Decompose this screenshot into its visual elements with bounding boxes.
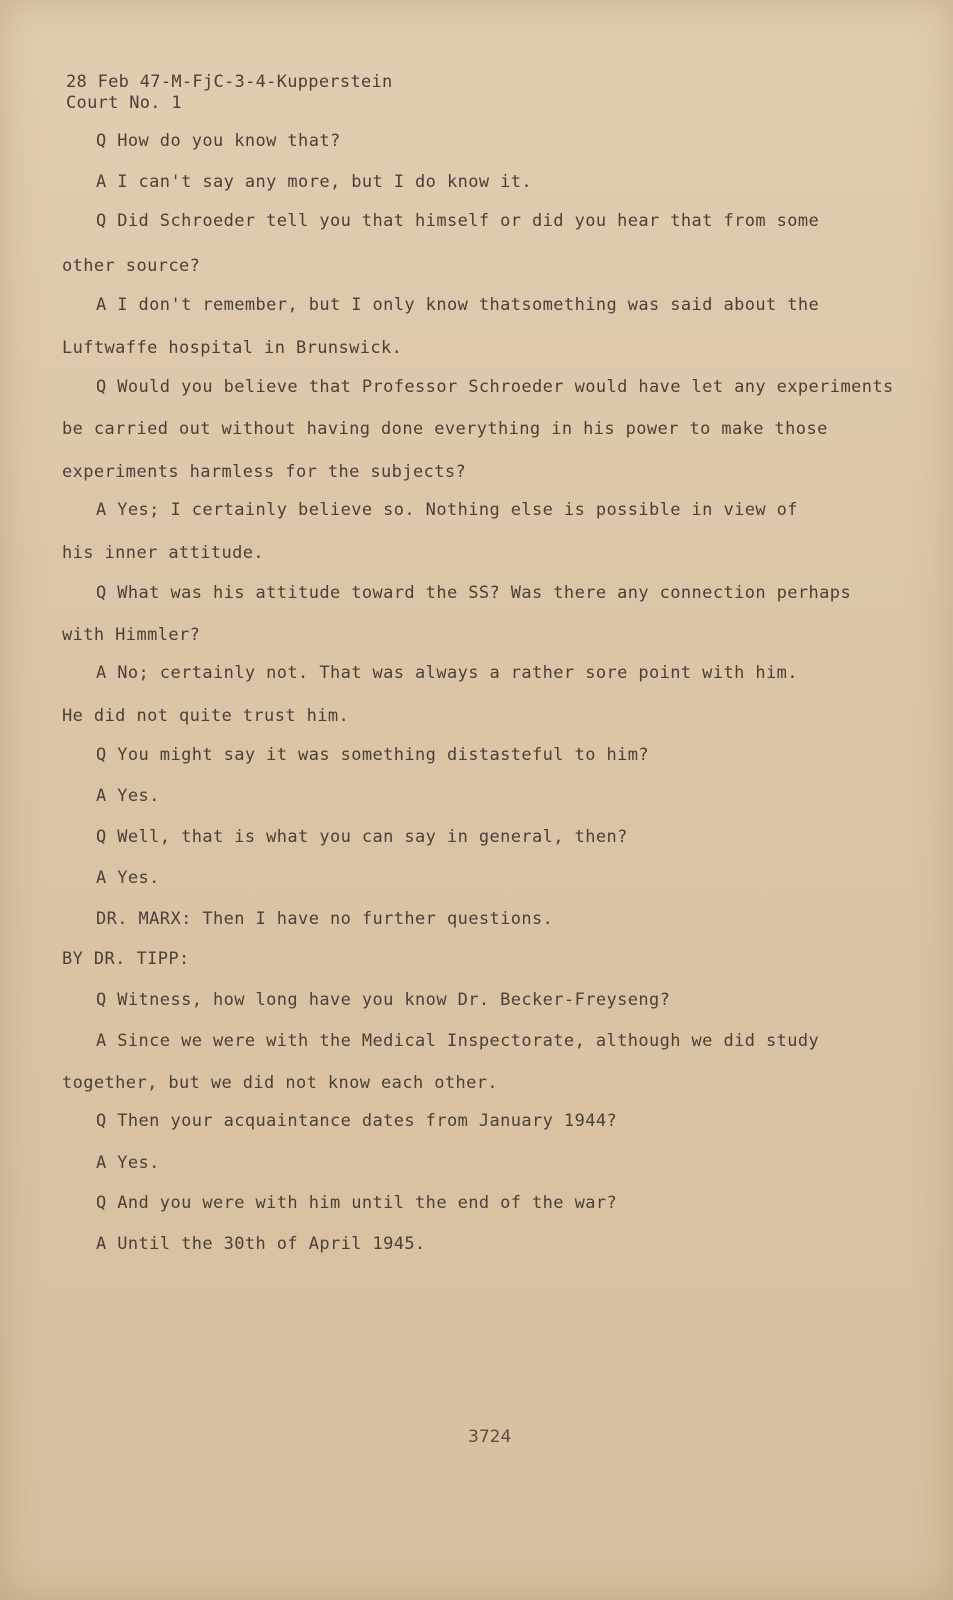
transcript-line: his inner attitude. [62, 543, 265, 563]
header-reference: 28 Feb 47-M-FjC-3-4-Kupperstein [66, 72, 393, 92]
transcript-line: A Yes. [96, 786, 160, 806]
transcript-line: A Until the 30th of April 1945. [96, 1234, 426, 1254]
transcript-line: with Himmler? [62, 625, 201, 645]
document-header [66, 72, 393, 114]
transcript-line: Q Then your acquaintance dates from January 1944? [96, 1111, 618, 1131]
transcript-line: together, but we did not know each other. [62, 1073, 499, 1093]
transcript-line: Q How do you know that? [96, 131, 341, 151]
transcript-line: Q And you were with him until the end of the war? [96, 1193, 618, 1213]
transcript-line: He did not quite trust him. [62, 706, 350, 726]
transcript-line: A Yes. [96, 868, 160, 888]
transcript-line: A Yes. [96, 1153, 160, 1173]
transcript-line: other source? [62, 256, 201, 276]
transcript-line: Q Witness, how long have you know Dr. Becker-Freyseng? [96, 990, 671, 1010]
transcript-line: A Yes; I certainly believe so. Nothing else is possible in view of [96, 500, 798, 520]
transcript-line: Q You might say it was something distasteful to him? [96, 745, 650, 765]
transcript-line: be carried out without having done everything in his power to make those [62, 419, 828, 439]
transcript-line: Q What was his attitude toward the SS? Was there any connection perhaps [96, 583, 852, 603]
transcript-line: Q Would you believe that Professor Schroeder would have let any experiments [96, 377, 894, 397]
header-court: Court No. 1 [66, 93, 182, 113]
transcript-line: A No; certainly not. That was always a rather sore point with him. [96, 663, 798, 683]
transcript-line: experiments harmless for the subjects? [62, 462, 467, 482]
transcript-line: A I don't remember, but I only know thatsomething was said about the [96, 295, 820, 315]
page-number: 3724 [468, 1427, 512, 1447]
transcript-line: A Since we were with the Medical Inspectorate, although we did study [96, 1031, 820, 1051]
transcript-line: Luftwaffe hospital in Brunswick. [62, 338, 403, 358]
transcript-line: DR. MARX: Then I have no further questions. [96, 909, 554, 929]
transcript-line: Q Did Schroeder tell you that himself or did you hear that from some [96, 211, 820, 231]
transcript-line: A I can't say any more, but I do know it. [96, 172, 533, 192]
transcript-line: BY DR. TIPP: [62, 949, 190, 969]
transcript-line: Q Well, that is what you can say in general, then? [96, 827, 628, 847]
